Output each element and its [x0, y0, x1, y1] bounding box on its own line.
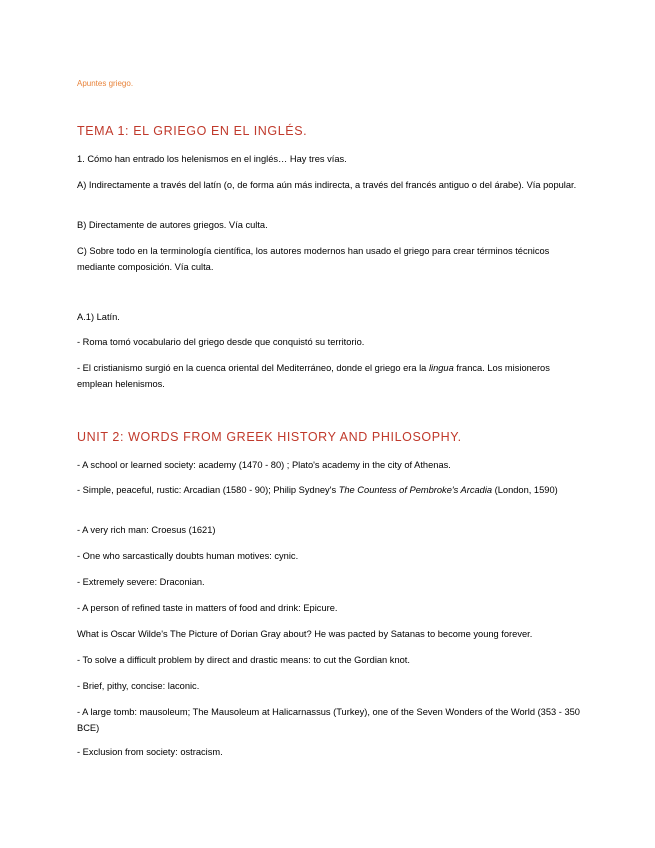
paragraph: - Exclusion from society: ostracism.	[77, 747, 223, 757]
text-run: - El cristianismo surgió en la cuenca oriental del Mediterráneo, donde el griego era la	[77, 363, 429, 373]
paragraph: B) Directamente de autores griegos. Vía culta.	[77, 220, 268, 230]
text-run: (London, 1590)	[492, 485, 558, 495]
paragraph: - A large tomb: mausoleum; The Mausoleum at Halicarnassus (Turkey), one of the Seven Wonders of the World (353 - 350 BCE)	[77, 707, 580, 733]
paragraph: - One who sarcastically doubts human motives: cynic.	[77, 551, 299, 561]
paragraph: What is Oscar Wilde's The Picture of Dorian Gray about? He was pacted by Satanas to become young forever.	[77, 629, 533, 639]
paragraph	[77, 483, 582, 499]
paragraph: - Roma tomó vocabulario del griego desde que conquistó su territorio.	[77, 337, 365, 347]
section-2-title: UNIT 2: WORDS FROM GREEK HISTORY AND PHILOSOPHY.	[77, 430, 462, 444]
text-run: - Simple, peaceful, rustic: Arcadian (1580 - 90); Philip Sydney's	[77, 485, 339, 495]
section-1-title: TEMA 1: EL GRIEGO EN EL INGLÉS.	[77, 124, 308, 138]
italic-term: lingua	[428, 363, 454, 373]
paragraph: - Extremely severe: Draconian.	[77, 577, 205, 587]
text-run: franca. Los misioneros emplean helenismos.	[77, 363, 550, 389]
italic-title: The Countess of Pembroke's Arcadia	[338, 485, 493, 495]
paragraph: C) Sobre todo en la terminología científica, los autores modernos han usado el griego para crear términos técnicos mediante composición. Vía culta.	[77, 246, 550, 272]
header-note: Apuntes griego.	[77, 79, 134, 88]
paragraph: - A school or learned society: academy (1470 - 80) ; Plato's academy in the city of Athenas.	[77, 460, 451, 470]
paragraph: 1. Cómo han entrado los helenismos en el inglés… Hay tres vías.	[77, 154, 347, 164]
paragraph	[77, 361, 582, 392]
paragraph: - To solve a difficult problem by direct and drastic means: to cut the Gordian knot.	[77, 655, 410, 665]
paragraph: - A person of refined taste in matters of food and drink: Epicure.	[77, 603, 338, 613]
paragraph: - Brief, pithy, concise: laconic.	[77, 681, 200, 691]
paragraph: - A very rich man: Croesus (1621)	[77, 525, 216, 535]
subsection-label: A.1) Latín.	[77, 312, 120, 322]
paragraph: A) Indirectamente a través del latín (o, de forma aún más indirecta, a través del francés antiguo o del árabe). Vía popular.	[77, 180, 577, 190]
